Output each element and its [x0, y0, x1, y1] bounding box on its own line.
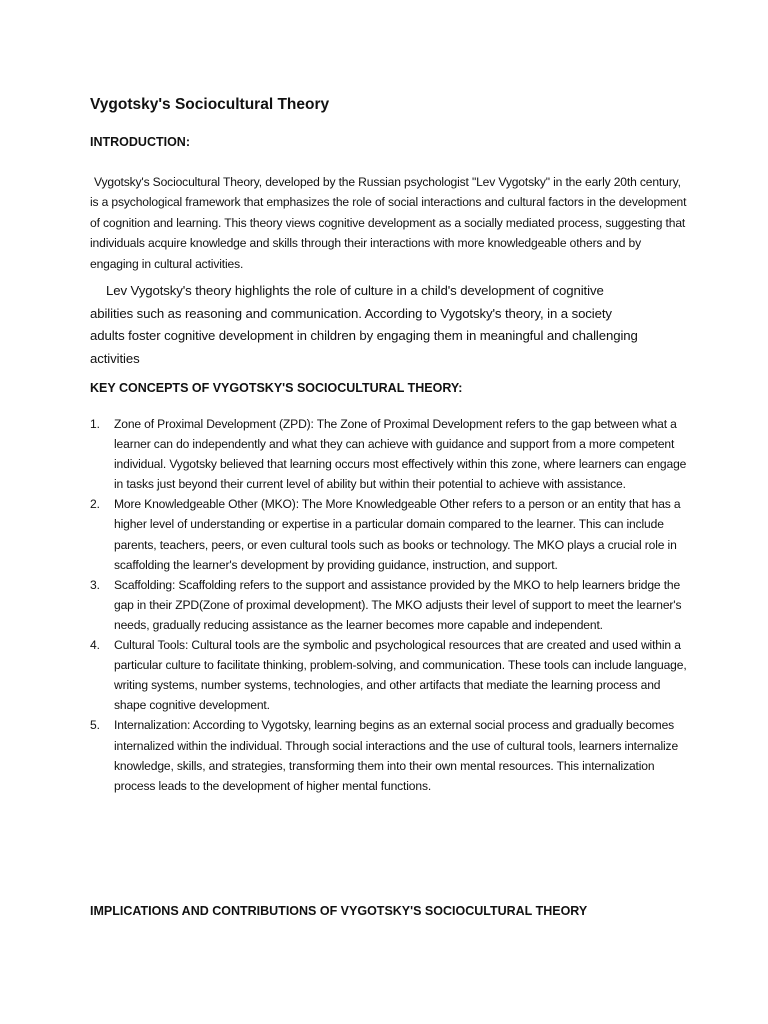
key-concepts-list: [90, 414, 690, 796]
implications-heading: IMPLICATIONS AND CONTRIBUTIONS OF VYGOTSKY'S SOCIOCULTURAL THEORY: [90, 904, 588, 918]
list-item-text: Zone of Proximal Development (ZPD): The Zone of Proximal Development refers to the gap between what a learner can do independently and what they can achieve with guidance and support from a more competent individual. Vygotsky believed that learning occurs most effectively within this zone, where learners can engage in tasks just beyond their current level of ability but within their potential to achieve with assistance.: [114, 417, 687, 492]
list-item: [90, 635, 690, 715]
list-item-number: 3.: [90, 577, 100, 592]
introduction-paragraph: Vygotsky's Sociocultural Theory, developed by the Russian psychologist "Lev Vygotsky" in the early 20th century, is a psychological framework that emphasizes the role of social interactions and cultural factors in the development of cognition and learning. This theory views cognitive development as a socially mediated process, suggesting that individuals acquire knowledge and skills through their interactions with more knowledgeable others and by engaging in cultural activities.: [90, 175, 687, 271]
list-item: [90, 575, 690, 635]
list-item-text: Internalization: According to Vygotsky, learning begins as an external social process and gradually becomes internalized within the individual. Through social interactions and the use of cultural tools, learners internalize knowledge, skills, and strategies, transforming them into their own mental resources. This internalization process leads to the development of higher mental functions.: [114, 718, 679, 793]
document-title: Vygotsky's Sociocultural Theory: [90, 96, 330, 113]
list-item-number: 1.: [90, 417, 100, 431]
list-item-number: 2.: [90, 497, 100, 512]
list-item: [90, 494, 690, 574]
key-concepts-heading: KEY CONCEPTS OF VYGOTSKY'S SOCIOCULTURAL THEORY:: [90, 381, 463, 395]
introduction-heading: INTRODUCTION:: [90, 135, 190, 149]
list-item: [90, 715, 690, 795]
culture-paragraph: Lev Vygotsky's theory highlights the role of culture in a child's development of cognitive abilities such as reasoning and communication. According to Vygotsky's theory, in a society adults foster cognitive development in children by engaging them in meaningful and challenging activities: [90, 283, 638, 366]
list-item-text: Scaffolding: Scaffolding refers to the support and assistance provided by the MKO to help learners bridge the gap in their ZPD(Zone of proximal development). The MKO adjusts their level of support to meet the learner's needs, gradually reducing assistance as the learner becomes more capable and independent.: [114, 577, 682, 632]
list-item-number: 5.: [90, 718, 100, 733]
list-item-number: 4.: [90, 638, 100, 653]
list-item: [90, 414, 690, 494]
list-item-text: Cultural Tools: Cultural tools are the symbolic and psychological resources that are created and used within a particular culture to facilitate thinking, problem-solving, and communication. These tools can include language, writing systems, number systems, technologies, and other artifacts that mediate the learning process and shape cognitive development.: [114, 638, 687, 713]
list-item-text: More Knowledgeable Other (MKO): The More Knowledgeable Other refers to a person or an entity that has a higher level of understanding or expertise in a particular domain compared to the learner. This can include parents, teachers, peers, or even cultural tools such as books or technology. The MKO plays a crucial role in scaffolding the learner's development by providing guidance, instruction, and support.: [114, 497, 681, 572]
